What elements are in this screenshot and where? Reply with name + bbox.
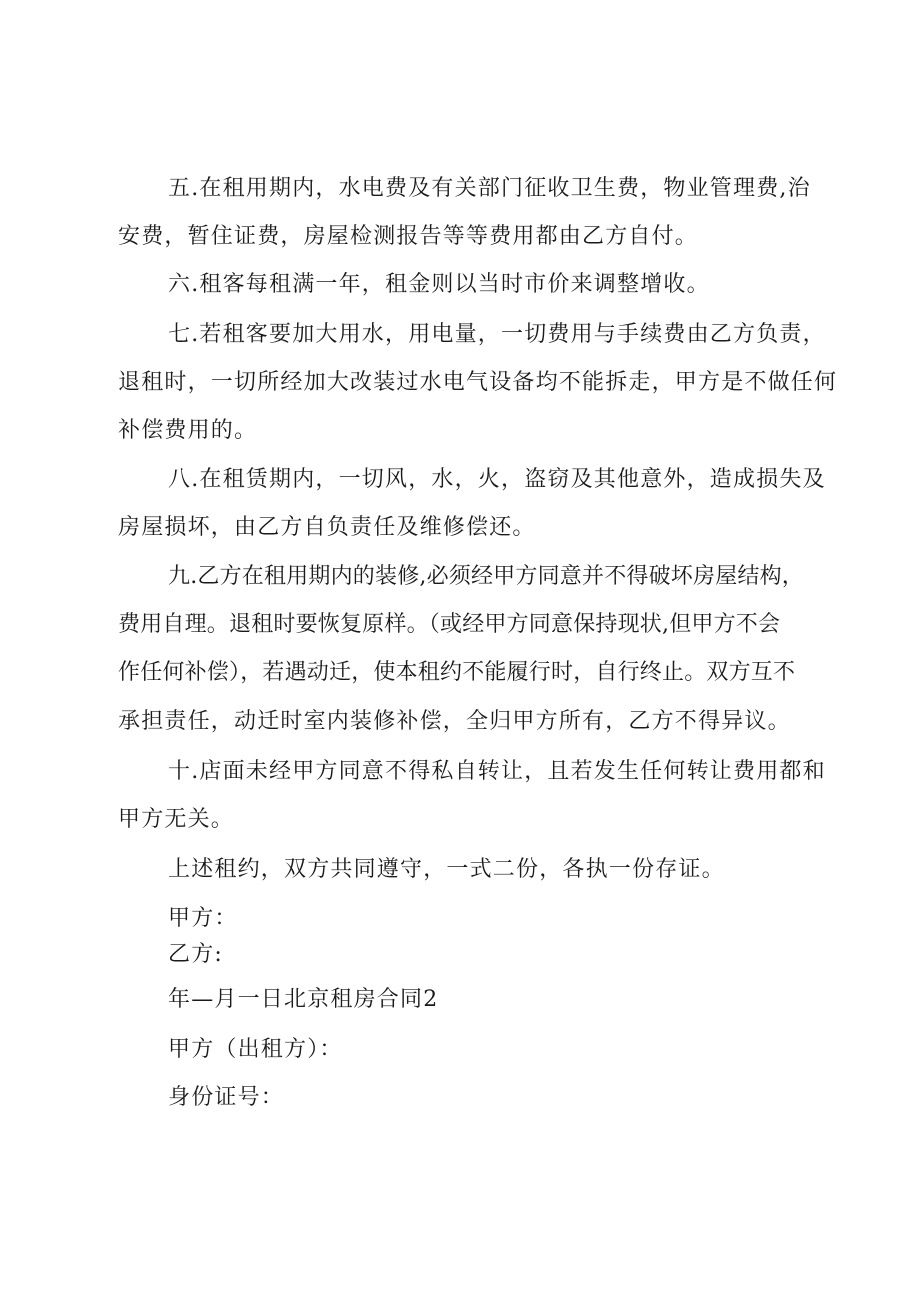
clause-10-line-1: 十.店面未经甲方同意不得私自转让，且若发生任何转让费用都和 [168,759,826,784]
lessor-label: 甲方（出租方）： [168,1037,343,1062]
clause-7-line-1: 七.若租客要加大用水，用电量，一切费用与手续费由乙方负责， [168,322,826,347]
clause-9-line-4: 承担责任，动迁时室内装修补偿，全归甲方所有，乙方不得异议。 [118,709,791,734]
clause-9-line-2: 费用自理。退租时要恢复原样。（或经甲方同意保持现状,但甲方不会 [118,612,781,637]
date-title-line: 年—月一日北京租房合同2 [168,987,439,1012]
clause-8-line-1: 八.在租赁期内，一切风，水，火，盗窃及其他意外，造成损失及 [168,467,826,492]
closing-statement: 上述租约，双方共同遵守，一式二份，各执一份存证。 [168,857,725,882]
clause-9-line-3: 作任何补偿），若遇动迁，使本租约不能履行时，自行终止。双方互不 [118,660,796,685]
clause-10-line-2: 甲方无关。 [118,807,235,832]
clause-7-line-3: 补偿费用的。 [118,418,258,443]
party-a-label: 甲方： [168,906,238,931]
clause-9-line-1: 九.乙方在租用期内的装修,必须经甲方同意并不得破坏房屋结构， [168,564,804,589]
clause-8-line-2: 房屋损坏，由乙方自负责任及维修偿还。 [118,515,536,540]
id-number-label: 身份证号： [168,1085,285,1110]
clause-5-line-1: 五.在租用期内，水电费及有关部门征收卫生费，物业管理费,治 [168,176,811,201]
clause-5-line-2: 安费，暂住证费，房屋检测报告等等费用都由乙方自付。 [118,224,699,249]
clause-7-line-2: 退租时，一切所经加大改装过水电气设备均不能拆走，甲方是不做任何 [118,370,838,395]
clause-6-line-1: 六.租客每租满一年，租金则以当时市价来调整增收。 [168,272,710,297]
party-b-label: 乙方: [168,942,224,967]
